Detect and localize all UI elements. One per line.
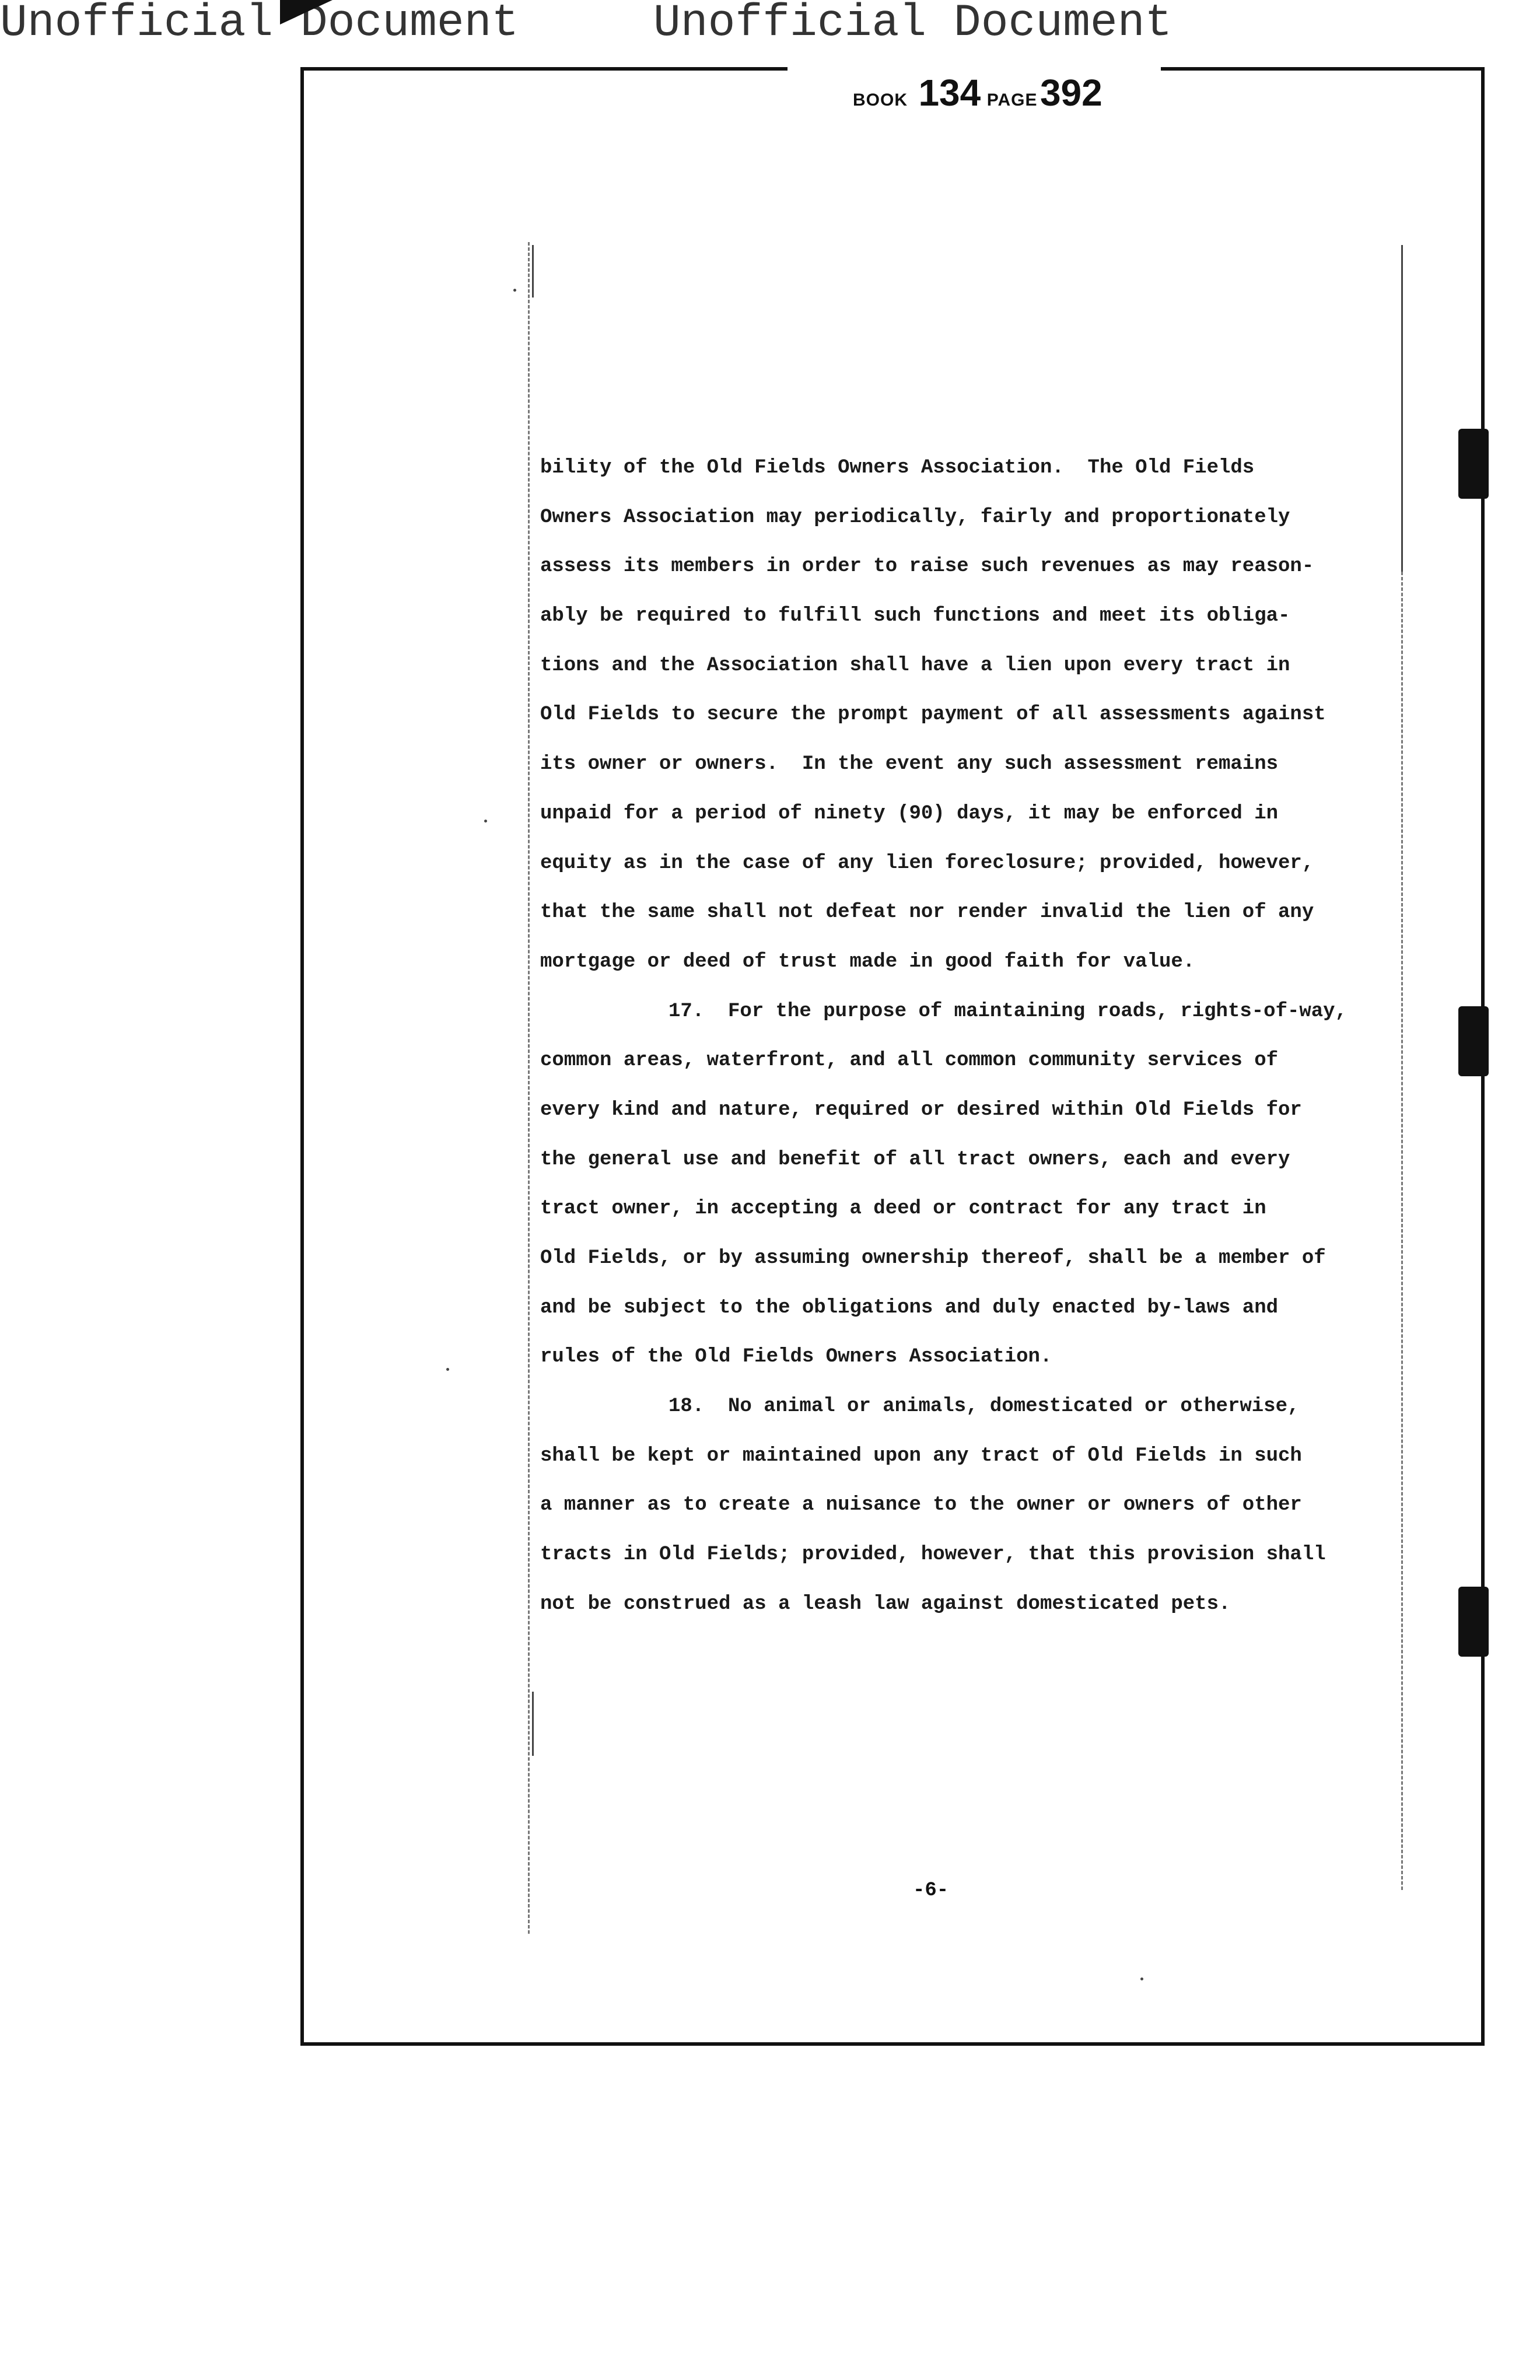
body-line: tracts in Old Fields; provided, however, that this provision shall [540, 1544, 1326, 1566]
page-label: PAGE [986, 90, 1038, 110]
watermark-right: Unofficial Document [653, 0, 1172, 49]
body-line: mortgage or deed of trust made in good faith for value. [540, 950, 1195, 973]
body-line: Old Fields, or by assuming ownership thereof, shall be a member of [540, 1247, 1326, 1269]
binder-tab-3 [1458, 1587, 1489, 1657]
section-18-heading-line: 18. No animal or animals, domesticated or otherwise, [668, 1395, 1300, 1418]
left-margin-mark [532, 245, 534, 298]
body-line: rules of the Old Fields Owners Association. [540, 1346, 1052, 1368]
binder-tab-1 [1458, 429, 1489, 499]
body-line: a manner as to create a nuisance to the owner or owners of other [540, 1494, 1302, 1517]
section-17-heading-line: 17. For the purpose of maintaining roads, rights-of-way, [668, 1000, 1347, 1023]
watermark-left: Unofficial Document [0, 0, 519, 49]
binder-tab-2 [1458, 1006, 1489, 1076]
body-line: unpaid for a period of ninety (90) days, it may be enforced in [540, 802, 1279, 825]
body-line: Old Fields to secure the prompt payment of all assessments against [540, 704, 1326, 726]
book-page-stamp [853, 71, 1102, 114]
book-label: BOOK [853, 90, 908, 110]
body-line: bility of the Old Fields Owners Association. The Old Fields [540, 457, 1255, 479]
speck [1140, 1978, 1143, 1980]
body-line: tions and the Association shall have a lien upon every tract in [540, 654, 1290, 677]
body-line: Owners Association may periodically, fairly and proportionately [540, 506, 1290, 528]
left-margin-line [528, 242, 530, 1934]
body-line: not be construed as a leash law against domesticated pets. [540, 1592, 1231, 1615]
corner-mark [280, 0, 332, 24]
book-number: 134 [918, 72, 981, 114]
left-margin-mark-lower [532, 1692, 534, 1756]
document-body [540, 443, 1404, 1629]
body-line: the general use and benefit of all tract owners, each and every [540, 1148, 1290, 1171]
body-line: shall be kept or maintained upon any tract of Old Fields in such [540, 1444, 1302, 1467]
body-line: and be subject to the obligations and duly enacted by-laws and [540, 1296, 1279, 1319]
body-line: every kind and nature, required or desired within Old Fields for [540, 1098, 1302, 1121]
body-line: that the same shall not defeat nor render invalid the lien of any [540, 901, 1314, 924]
body-line: assess its members in order to raise such revenues as may reason- [540, 555, 1314, 578]
speck [484, 820, 487, 822]
body-line: common areas, waterfront, and all common community services of [540, 1049, 1279, 1072]
speck [513, 289, 516, 292]
body-line: tract owner, in accepting a deed or contract for any tract in [540, 1198, 1266, 1220]
page-number: -6- [913, 1880, 949, 1902]
body-line: equity as in the case of any lien foreclosure; provided, however, [540, 852, 1314, 874]
page-stamp-number: 392 [1040, 72, 1102, 114]
speck [446, 1368, 449, 1371]
body-line: ably be required to fulfill such functions and meet its obliga- [540, 605, 1290, 628]
body-line: its owner or owners. In the event any such assessment remains [540, 753, 1279, 776]
